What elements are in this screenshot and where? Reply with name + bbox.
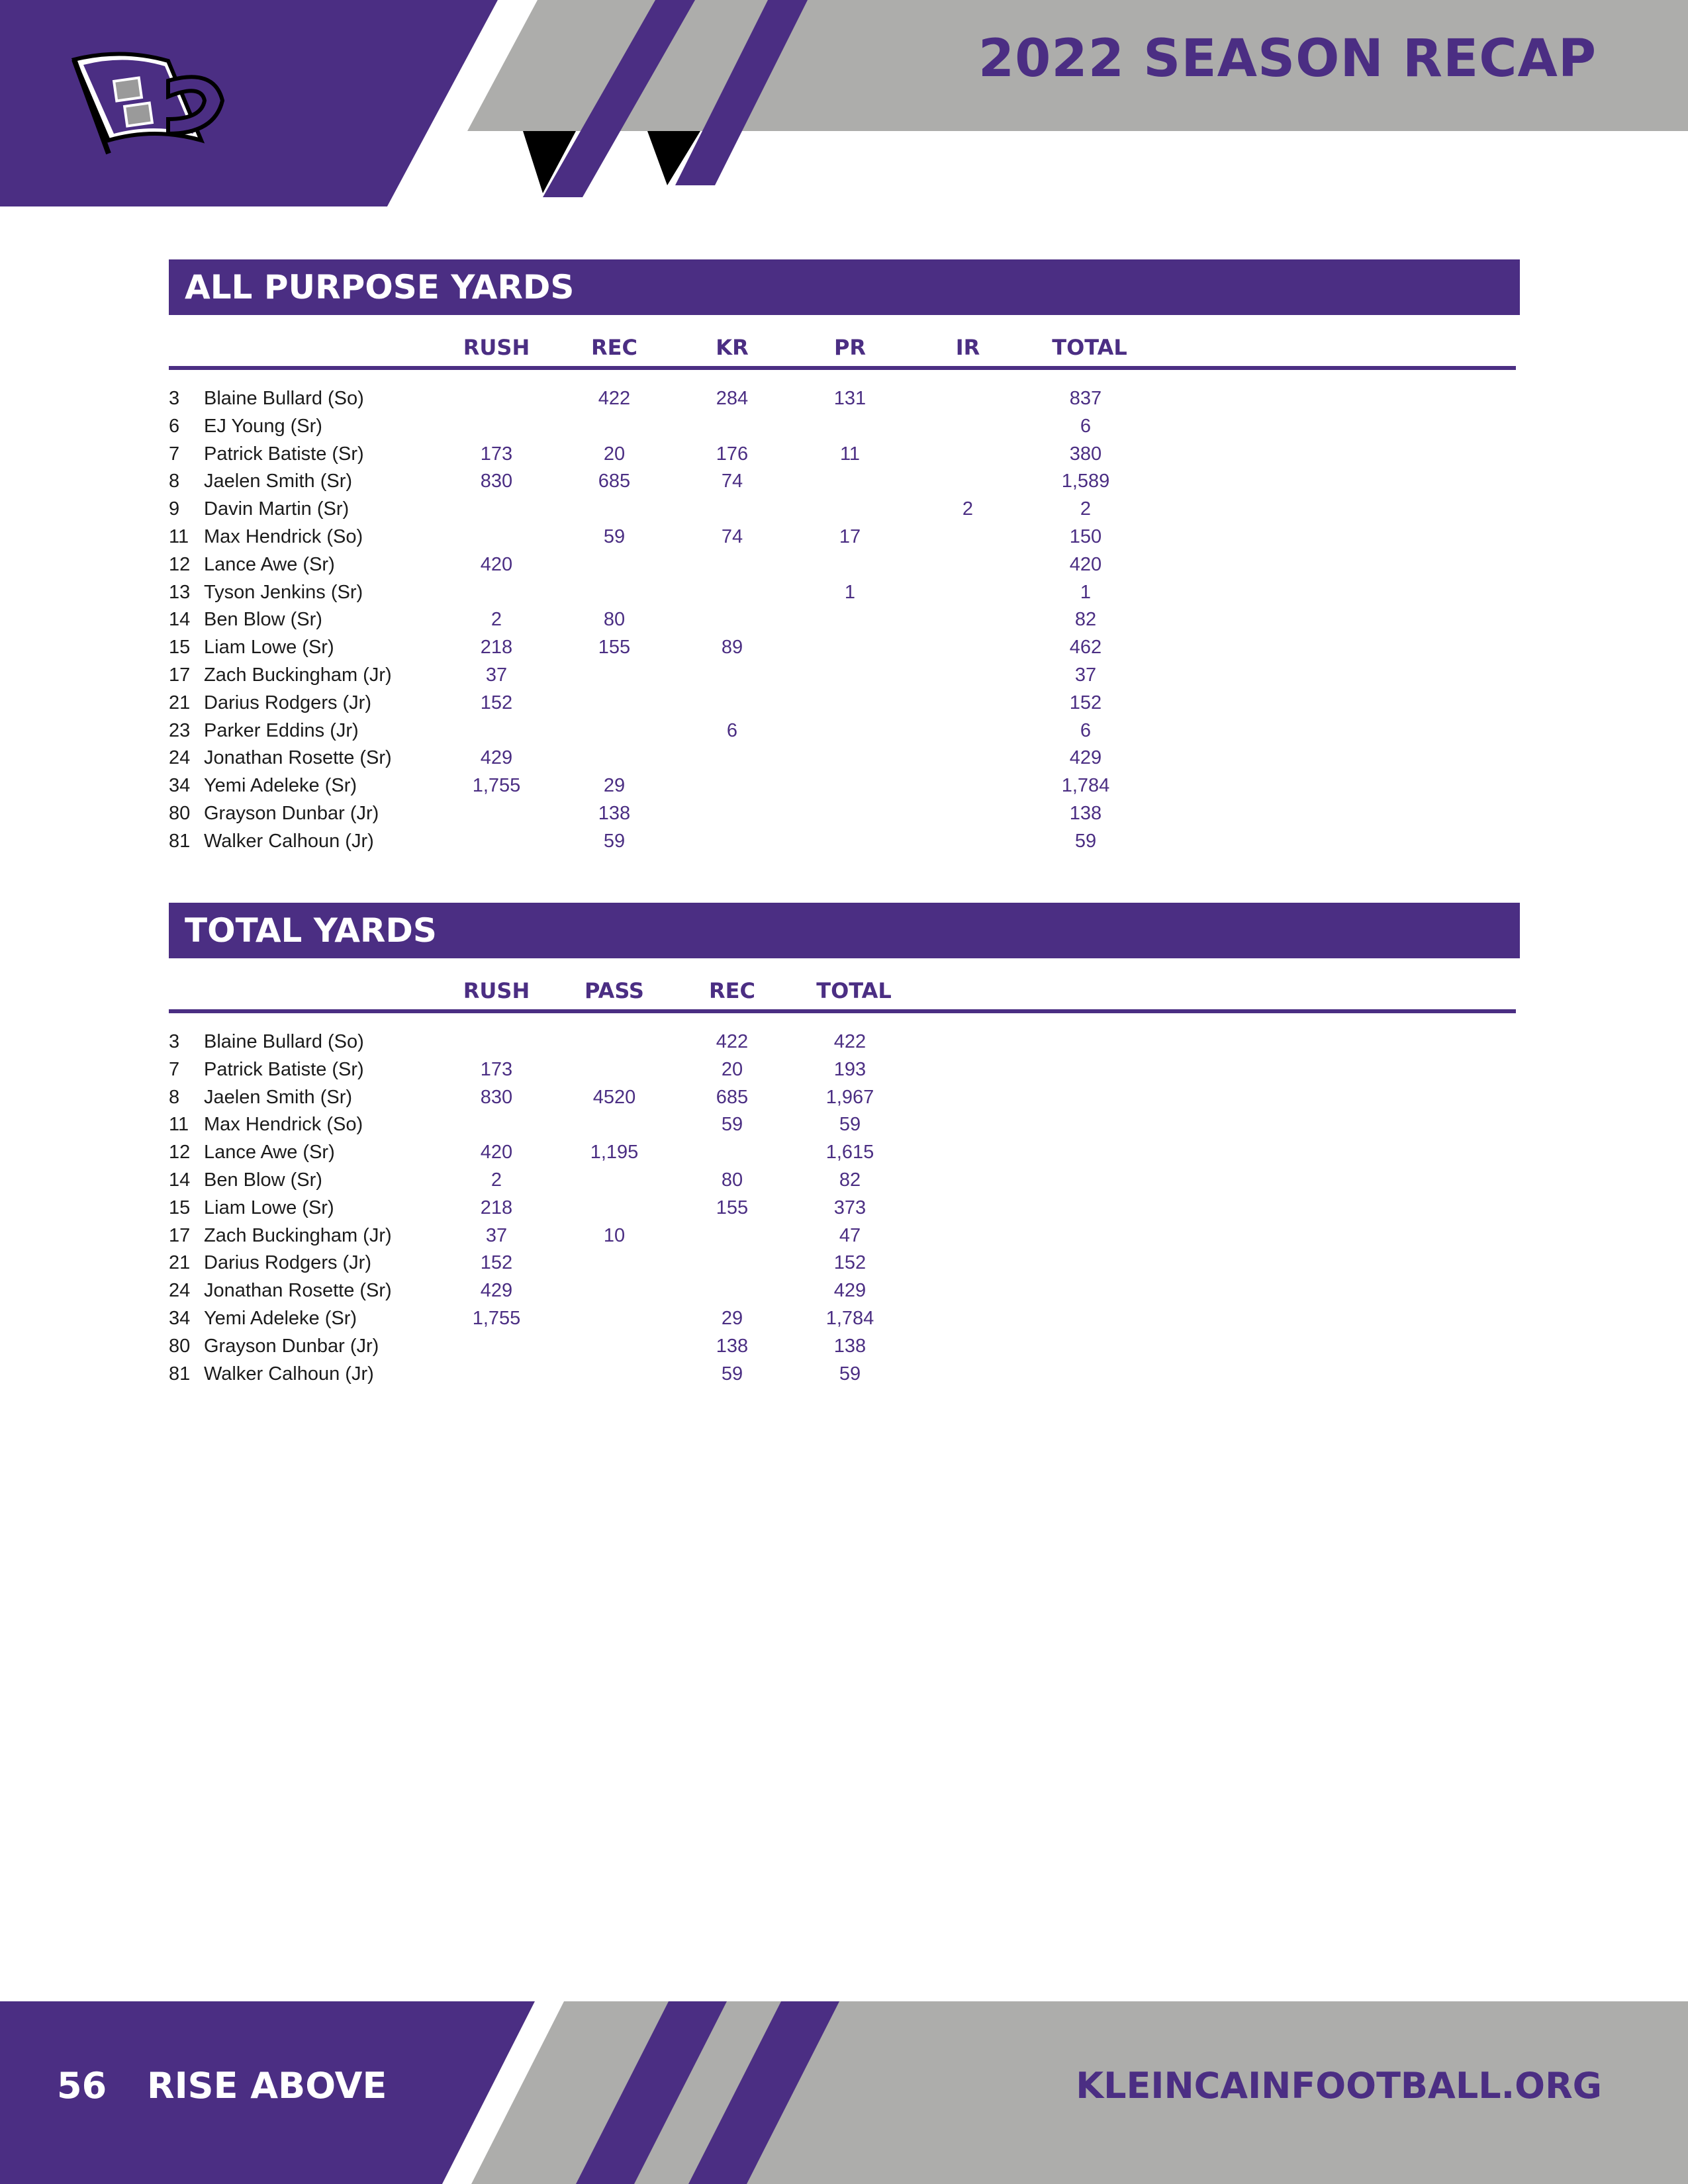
stat-total: 1,967 xyxy=(825,1086,874,1108)
stat-total: 82 xyxy=(1074,609,1097,631)
jersey-number: 8 xyxy=(169,471,180,492)
jersey-number: 81 xyxy=(169,1363,191,1385)
stat-total: 193 xyxy=(833,1058,867,1080)
player-name: Liam Lowe (Sr) xyxy=(204,1197,334,1218)
player-name: Davin Martin (Sr) xyxy=(204,498,350,520)
player-name: Patrick Batiste (Sr) xyxy=(204,443,364,465)
table-row xyxy=(0,717,1688,745)
stat-total: 59 xyxy=(839,1114,861,1136)
stat-pass: 10 xyxy=(603,1224,626,1246)
table-row xyxy=(0,1166,1688,1194)
jersey-number: 21 xyxy=(169,692,191,713)
jersey-number: 9 xyxy=(169,498,180,520)
stat-total: 420 xyxy=(1069,553,1102,575)
jersey-number: 17 xyxy=(169,1224,191,1246)
jersey-number: 13 xyxy=(169,581,191,603)
ty-col-pass: PASS xyxy=(585,978,644,1003)
stat-rec: 155 xyxy=(716,1197,749,1218)
stat-total: 462 xyxy=(1069,637,1102,659)
jersey-number: 14 xyxy=(169,1169,191,1191)
stat-pr: 131 xyxy=(833,388,867,409)
ty-header-rule xyxy=(169,1009,1516,1013)
stat-kr: 6 xyxy=(726,719,738,741)
ap-header-rule xyxy=(169,366,1516,370)
player-name: Yemi Adeleke (Sr) xyxy=(204,1308,357,1329)
jersey-number: 15 xyxy=(169,1197,191,1218)
page-title: 2022 SEASON RECAP xyxy=(978,29,1597,89)
jersey-number: 3 xyxy=(169,388,180,409)
table-row xyxy=(0,1194,1688,1222)
stat-total: 152 xyxy=(1069,692,1102,713)
table-row xyxy=(0,1249,1688,1277)
jersey-number: 12 xyxy=(169,1142,191,1163)
stat-rec: 138 xyxy=(716,1335,749,1357)
table-row xyxy=(0,606,1688,633)
footer-website[interactable]: KLEINCAINFOOTBALL.ORG xyxy=(1076,2065,1602,2107)
stat-total: 380 xyxy=(1069,443,1102,465)
stat-total: 152 xyxy=(833,1252,867,1274)
stat-kr: 74 xyxy=(721,526,743,547)
player-name: Darius Rodgers (Jr) xyxy=(204,1252,371,1274)
page-number: 56 xyxy=(57,2065,107,2107)
jersey-number: 34 xyxy=(169,775,191,797)
stat-total: 1,589 xyxy=(1061,471,1110,492)
ap-col-rec: REC xyxy=(591,335,637,360)
player-name: Darius Rodgers (Jr) xyxy=(204,692,371,713)
player-name: Max Hendrick (So) xyxy=(204,1114,363,1136)
table-row xyxy=(0,1056,1688,1083)
jersey-number: 24 xyxy=(169,1280,191,1302)
stat-rec: 59 xyxy=(721,1114,743,1136)
stat-rec: 80 xyxy=(603,609,626,631)
player-name: Zach Buckingham (Jr) xyxy=(204,664,392,686)
stat-rec: 155 xyxy=(598,637,631,659)
stat-total: 6 xyxy=(1080,415,1092,437)
stat-rec: 20 xyxy=(603,443,626,465)
player-name: Ben Blow (Sr) xyxy=(204,1169,322,1191)
table-row xyxy=(0,1332,1688,1360)
stat-rush: 429 xyxy=(480,1280,513,1302)
jersey-number: 3 xyxy=(169,1031,180,1052)
jersey-number: 11 xyxy=(169,526,189,547)
table-row xyxy=(0,385,1688,412)
player-name: Lance Awe (Sr) xyxy=(204,553,335,575)
stat-rec: 138 xyxy=(598,803,631,824)
jersey-number: 15 xyxy=(169,637,191,659)
stat-rush: 830 xyxy=(480,1086,513,1108)
player-name: Max Hendrick (So) xyxy=(204,526,363,547)
table-row xyxy=(0,1028,1688,1056)
player-name: Tyson Jenkins (Sr) xyxy=(204,581,363,603)
stat-total: 82 xyxy=(839,1169,861,1191)
stat-total: 1,615 xyxy=(825,1142,874,1163)
stat-rush: 2 xyxy=(491,1169,502,1191)
stat-rec: 29 xyxy=(603,775,626,797)
player-name: Blaine Bullard (So) xyxy=(204,1031,364,1052)
table-row xyxy=(0,1111,1688,1138)
player-name: Parker Eddins (Jr) xyxy=(204,719,359,741)
stat-rush: 830 xyxy=(480,471,513,492)
stat-rush: 173 xyxy=(480,443,513,465)
player-name: Liam Lowe (Sr) xyxy=(204,637,334,659)
stat-rec: 29 xyxy=(721,1308,743,1329)
stat-total: 429 xyxy=(833,1280,867,1302)
stat-rec: 422 xyxy=(716,1031,749,1052)
player-name: Jonathan Rosette (Sr) xyxy=(204,1280,392,1302)
player-name: Walker Calhoun (Jr) xyxy=(204,830,374,852)
jersey-number: 7 xyxy=(169,1058,180,1080)
stat-total: 59 xyxy=(1074,830,1097,852)
stat-pr: 11 xyxy=(839,443,861,465)
stat-rec: 59 xyxy=(603,526,626,547)
player-name: Grayson Dunbar (Jr) xyxy=(204,803,379,824)
jersey-number: 6 xyxy=(169,415,180,437)
table-row xyxy=(0,799,1688,827)
ty-col-rec: REC xyxy=(709,978,755,1003)
stat-kr: 89 xyxy=(721,637,743,659)
stat-pr: 17 xyxy=(839,526,861,547)
stat-rush: 173 xyxy=(480,1058,513,1080)
jersey-number: 17 xyxy=(169,664,191,686)
jersey-number: 11 xyxy=(169,1114,189,1136)
stat-kr: 176 xyxy=(716,443,749,465)
ty-col-total: TOTAL xyxy=(816,978,892,1003)
player-name: EJ Young (Sr) xyxy=(204,415,322,437)
player-name: Jaelen Smith (Sr) xyxy=(204,1086,353,1108)
stat-total: 138 xyxy=(833,1335,867,1357)
jersey-number: 34 xyxy=(169,1308,191,1329)
player-name: Grayson Dunbar (Jr) xyxy=(204,1335,379,1357)
stat-rec: 80 xyxy=(721,1169,743,1191)
table-row xyxy=(0,827,1688,855)
table-row xyxy=(0,551,1688,578)
jersey-number: 24 xyxy=(169,747,191,769)
stat-rush: 37 xyxy=(485,664,508,686)
stat-kr: 284 xyxy=(716,388,749,409)
stat-total: 429 xyxy=(1069,747,1102,769)
table-row xyxy=(0,633,1688,661)
stat-rec: 422 xyxy=(598,388,631,409)
table-row xyxy=(0,1083,1688,1111)
all-purpose-yards-heading: ALL PURPOSE YARDS xyxy=(169,259,1520,315)
stat-rush: 2 xyxy=(491,609,502,631)
stat-rec: 685 xyxy=(598,471,631,492)
player-name: Blaine Bullard (So) xyxy=(204,388,364,409)
jersey-number: 7 xyxy=(169,443,180,465)
table-row xyxy=(0,523,1688,551)
stat-rush: 420 xyxy=(480,1142,513,1163)
stat-rush: 420 xyxy=(480,553,513,575)
stat-rush: 152 xyxy=(480,692,513,713)
jersey-number: 8 xyxy=(169,1086,180,1108)
jersey-number: 81 xyxy=(169,830,191,852)
stat-total: 37 xyxy=(1074,664,1097,686)
ty-col-rush: RUSH xyxy=(463,978,530,1003)
jersey-number: 12 xyxy=(169,553,191,575)
table-row xyxy=(0,495,1688,523)
stat-total: 138 xyxy=(1069,803,1102,824)
stat-total: 1,784 xyxy=(1061,775,1110,797)
stat-pass: 4520 xyxy=(592,1086,636,1108)
table-row xyxy=(0,1222,1688,1250)
stat-total: 1 xyxy=(1080,581,1092,603)
stat-total: 422 xyxy=(833,1031,867,1052)
stat-rush: 152 xyxy=(480,1252,513,1274)
table-row xyxy=(0,1304,1688,1332)
stat-total: 59 xyxy=(839,1363,861,1385)
stat-ir: 2 xyxy=(962,498,974,520)
stat-pr: 1 xyxy=(844,581,856,603)
table-row xyxy=(0,578,1688,606)
stat-pass: 1,195 xyxy=(590,1142,639,1163)
player-name: Lance Awe (Sr) xyxy=(204,1142,335,1163)
flag-c-logo-icon xyxy=(69,41,228,160)
player-name: Ben Blow (Sr) xyxy=(204,609,322,631)
stat-rush: 1,755 xyxy=(472,775,521,797)
player-name: Yemi Adeleke (Sr) xyxy=(204,775,357,797)
player-name: Jaelen Smith (Sr) xyxy=(204,471,353,492)
table-row xyxy=(0,412,1688,440)
table-row xyxy=(0,440,1688,468)
ap-col-pr: PR xyxy=(833,335,867,360)
stat-total: 150 xyxy=(1069,526,1102,547)
table-row xyxy=(0,744,1688,772)
stat-rush: 429 xyxy=(480,747,513,769)
table-row xyxy=(0,1138,1688,1166)
stat-rec: 20 xyxy=(721,1058,743,1080)
stat-total: 1,784 xyxy=(825,1308,874,1329)
player-name: Jonathan Rosette (Sr) xyxy=(204,747,392,769)
stat-rush: 218 xyxy=(480,637,513,659)
stat-rush: 1,755 xyxy=(472,1308,521,1329)
player-name: Patrick Batiste (Sr) xyxy=(204,1058,364,1080)
table-row xyxy=(0,689,1688,717)
player-name: Zach Buckingham (Jr) xyxy=(204,1224,392,1246)
stat-total: 837 xyxy=(1069,388,1102,409)
table-row xyxy=(0,467,1688,495)
table-row xyxy=(0,661,1688,689)
ap-col-rush: RUSH xyxy=(463,335,530,360)
jersey-number: 14 xyxy=(169,609,191,631)
jersey-number: 21 xyxy=(169,1252,191,1274)
stat-rush: 218 xyxy=(480,1197,513,1218)
stat-rec: 59 xyxy=(603,830,626,852)
jersey-number: 80 xyxy=(169,803,191,824)
player-name: Walker Calhoun (Jr) xyxy=(204,1363,374,1385)
total-yards-heading: TOTAL YARDS xyxy=(169,903,1520,958)
footer-tagline: RISE ABOVE xyxy=(147,2065,387,2107)
ap-col-ir: IR xyxy=(955,335,980,360)
jersey-number: 23 xyxy=(169,719,191,741)
ap-col-kr: KR xyxy=(716,335,749,360)
jersey-number: 80 xyxy=(169,1335,191,1357)
stat-rec: 59 xyxy=(721,1363,743,1385)
ap-col-total: TOTAL xyxy=(1052,335,1127,360)
stat-rush: 37 xyxy=(485,1224,508,1246)
stat-total: 2 xyxy=(1080,498,1092,520)
stat-total: 373 xyxy=(833,1197,867,1218)
table-row xyxy=(0,772,1688,799)
stat-kr: 74 xyxy=(721,471,743,492)
table-row xyxy=(0,1360,1688,1388)
stat-total: 6 xyxy=(1080,719,1092,741)
stat-rec: 685 xyxy=(716,1086,749,1108)
stat-total: 47 xyxy=(839,1224,861,1246)
table-row xyxy=(0,1277,1688,1304)
